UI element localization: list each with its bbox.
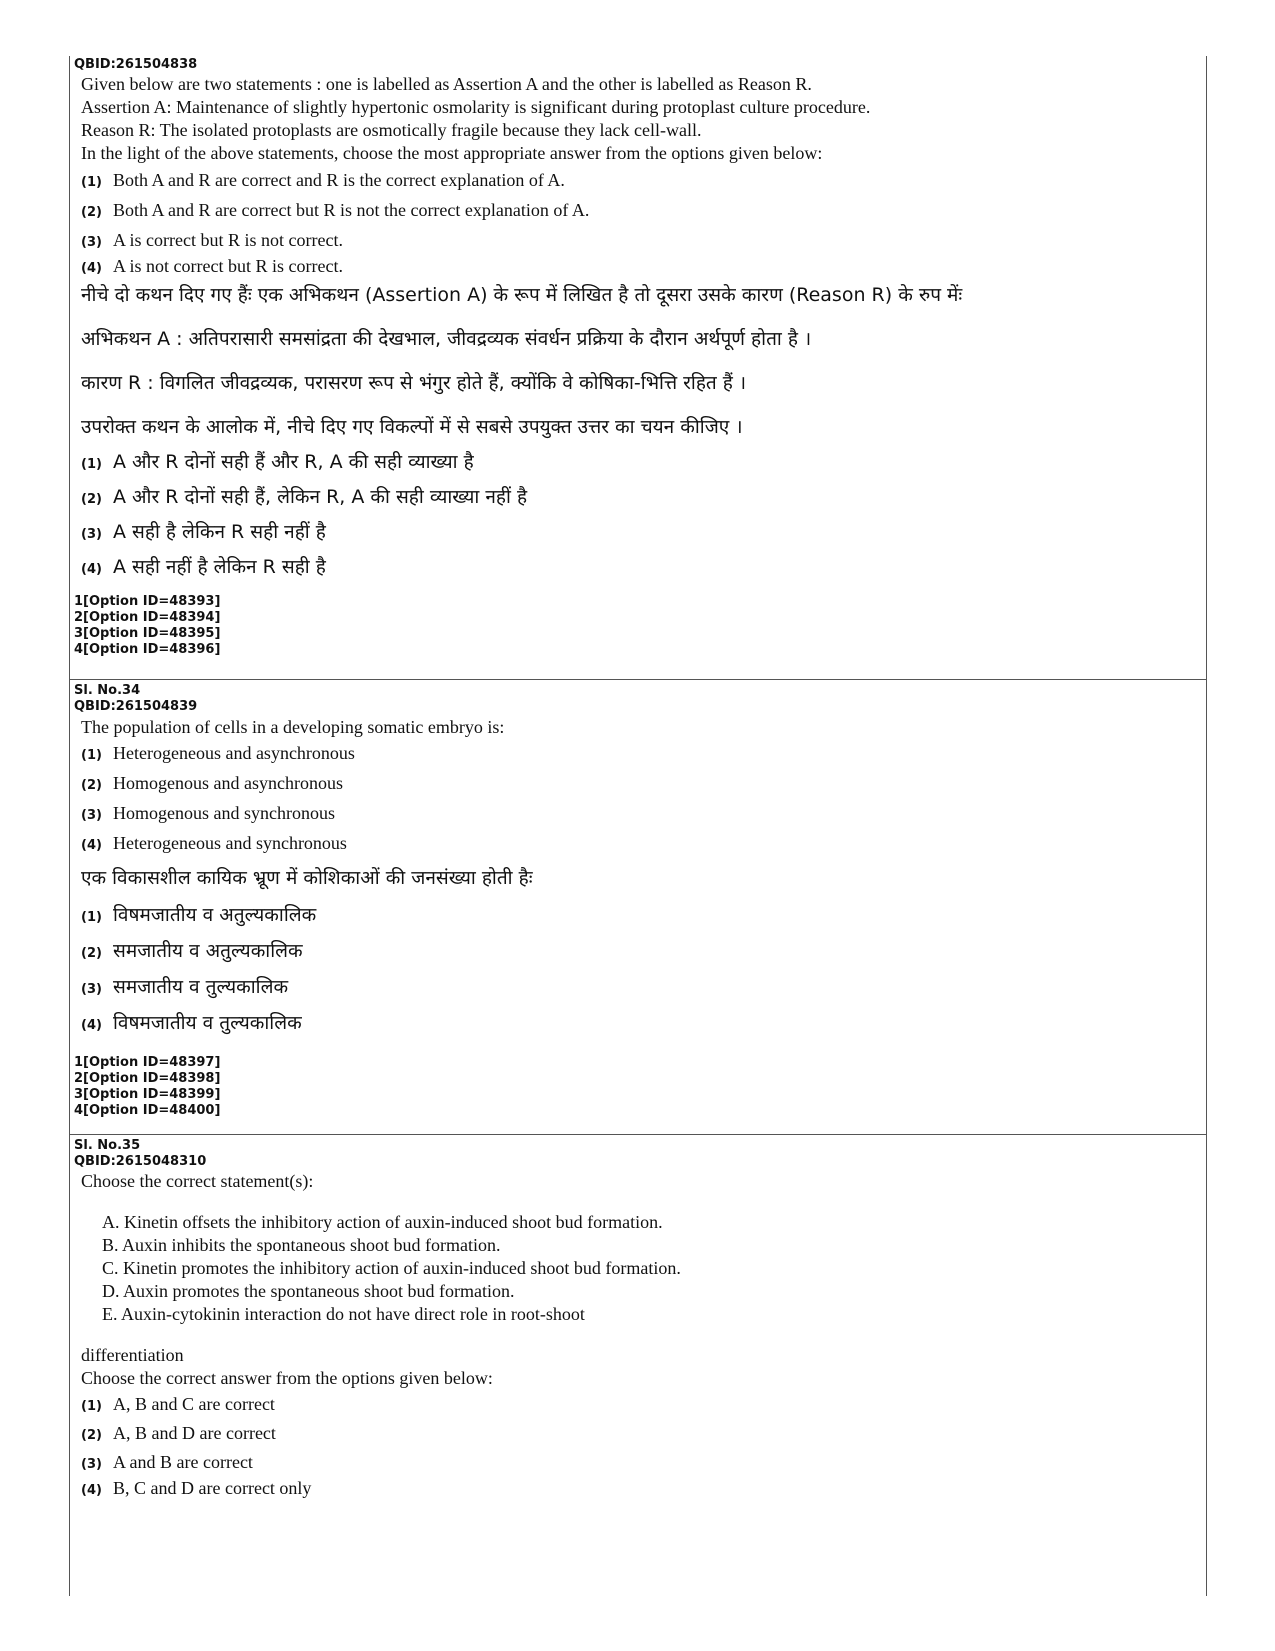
option-id: 2[Option ID=48394]	[74, 610, 221, 625]
hindi-line: अभिकथन A : अतिपरासारी समसांद्रता की देखभाल, जीवद्रव्यक संवर्धन प्रक्रिया के दौरान अर्थपूर्ण होता है ।	[81, 328, 812, 350]
option-number: (3)	[81, 235, 102, 250]
option-number: (2)	[81, 205, 102, 220]
english-options	[74, 170, 1200, 280]
option-2	[74, 483, 1200, 518]
option-number: (2)	[81, 778, 102, 793]
option-number: (4)	[81, 562, 102, 577]
option-number: (1)	[81, 175, 102, 190]
option-4	[74, 553, 1200, 588]
question-34	[74, 683, 1200, 1119]
question-separator	[70, 1134, 1206, 1135]
instruction-line: In the light of the above statements, choose the most appropriate answer from the options given below:	[81, 143, 823, 163]
qbid: QBID:2615048310	[74, 1154, 207, 1169]
hindi-question: एक विकासशील कायिक भ्रूण में कोशिकाओं की जनसंख्या होती हैः	[81, 867, 533, 889]
option-text: विषमजातीय व तुल्यकालिक	[113, 1012, 302, 1034]
option-1	[74, 901, 1200, 937]
option-number: (4)	[81, 261, 102, 276]
option-text: A is correct but R is not correct.	[113, 230, 343, 250]
instruction-line: Choose the correct answer from the options given below:	[81, 1368, 493, 1388]
option-text: A is not correct but R is correct.	[113, 256, 343, 276]
option-id: 1[Option ID=48397]	[74, 1055, 221, 1070]
serial-number: Sl. No.35	[74, 1138, 141, 1153]
option-1	[74, 170, 1200, 200]
option-number: (1)	[81, 748, 102, 763]
english-options	[74, 1394, 1200, 1504]
option-3	[74, 230, 1200, 256]
option-1	[74, 1394, 1200, 1423]
option-text: विषमजातीय व अतुल्यकालिक	[113, 904, 317, 926]
hindi-statements	[74, 280, 1200, 448]
qbid: QBID:261504839	[74, 699, 198, 714]
question-paper-frame	[69, 56, 1207, 1596]
option-number: (3)	[81, 982, 102, 997]
hindi-options	[74, 448, 1200, 588]
statement-e: E. Auxin-cytokinin interaction do not have direct role in root-shoot	[102, 1304, 585, 1324]
option-text: A सही है लेकिन R सही नहीं है	[113, 521, 326, 543]
option-id: 3[Option ID=48399]	[74, 1087, 221, 1102]
option-text: A and B are correct	[113, 1452, 253, 1472]
question-33	[74, 57, 1200, 658]
option-id: 4[Option ID=48400]	[74, 1103, 221, 1118]
option-text: Heterogeneous and synchronous	[113, 833, 347, 853]
hindi-line: उपरोक्त कथन के आलोक में, नीचे दिए गए विकल्पों में से सबसे उपयुक्त उत्तर का चयन कीजिए ।	[81, 416, 743, 438]
option-2	[74, 200, 1200, 230]
option-text: Both A and R are correct and R is the correct explanation of A.	[113, 170, 565, 190]
option-text: B, C and D are correct only	[113, 1478, 312, 1498]
question-separator	[70, 679, 1206, 680]
option-4	[74, 256, 1200, 280]
statement-d: D. Auxin promotes the spontaneous shoot bud formation.	[102, 1281, 515, 1301]
option-1	[74, 743, 1200, 773]
option-text: A और R दोनों सही हैं और R, A की सही व्याख्या है	[113, 451, 474, 473]
option-number: (4)	[81, 1483, 102, 1498]
option-2	[74, 1423, 1200, 1452]
option-id: 4[Option ID=48396]	[74, 642, 221, 657]
option-text: समजातीय व तुल्यकालिक	[113, 976, 289, 998]
assertion-line: Assertion A: Maintenance of slightly hypertonic osmolarity is significant during protoplast culture procedure.	[81, 97, 871, 117]
english-options	[74, 743, 1200, 861]
option-3	[74, 803, 1200, 833]
option-text: A, B and D are correct	[113, 1423, 276, 1443]
option-number: (3)	[81, 527, 102, 542]
option-text: समजातीय व अतुल्यकालिक	[113, 940, 303, 962]
statement-c: C. Kinetin promotes the inhibitory action of auxin-induced shoot bud formation.	[102, 1258, 681, 1278]
hindi-options	[74, 901, 1200, 1045]
option-4	[74, 1009, 1200, 1045]
option-number: (2)	[81, 1428, 102, 1443]
option-text: A, B and C are correct	[113, 1394, 275, 1414]
spacer	[74, 1193, 1200, 1211]
option-id: 1[Option ID=48393]	[74, 594, 221, 609]
option-text: A और R दोनों सही हैं, लेकिन R, A की सही व्याख्या नहीं है	[113, 486, 528, 508]
statement-b: B. Auxin inhibits the spontaneous shoot bud formation.	[102, 1235, 501, 1255]
option-number: (4)	[81, 838, 102, 853]
reason-line: Reason R: The isolated protoplasts are osmotically fragile because they lack cell-wall.	[81, 120, 702, 140]
option-id: 3[Option ID=48395]	[74, 626, 221, 641]
qbid: QBID:261504838	[74, 57, 198, 72]
serial-number: Sl. No.34	[74, 683, 141, 698]
option-2	[74, 773, 1200, 803]
option-3	[74, 973, 1200, 1009]
option-number: (1)	[81, 457, 102, 472]
option-number: (2)	[81, 492, 102, 507]
continuation-line: differentiation	[81, 1345, 184, 1365]
hindi-line: कारण R : विगलित जीवद्रव्यक, परासरण रूप से भंगुर होते हैं, क्योंकि वे कोषिका-भित्ति रहित हैं ।	[81, 372, 747, 394]
option-text: Both A and R are correct but R is not the correct explanation of A.	[113, 200, 590, 220]
statement-a: A. Kinetin offsets the inhibitory action of auxin-induced shoot bud formation.	[102, 1212, 663, 1232]
option-number: (3)	[81, 808, 102, 823]
option-ids	[74, 594, 1200, 658]
option-id: 2[Option ID=48398]	[74, 1071, 221, 1086]
option-text: Homogenous and synchronous	[113, 803, 335, 823]
option-4	[74, 1478, 1200, 1504]
option-4	[74, 833, 1200, 861]
question-text: Choose the correct statement(s):	[81, 1171, 314, 1191]
option-number: (3)	[81, 1457, 102, 1472]
option-number: (2)	[81, 946, 102, 961]
option-text: Homogenous and asynchronous	[113, 773, 343, 793]
option-3	[74, 1452, 1200, 1478]
spacer	[74, 1326, 1200, 1344]
option-3	[74, 518, 1200, 553]
hindi-line: नीचे दो कथन दिए गए हैंः एक अभिकथन (Assertion A) के रूप में लिखित है तो दूसरा उसके कारण (Reason R) के रुप मेंः	[81, 284, 963, 306]
question-text: The population of cells in a developing somatic embryo is:	[81, 717, 505, 737]
option-1	[74, 448, 1200, 483]
statement-line: Given below are two statements : one is labelled as Assertion A and the other is labelled as Reason R.	[81, 74, 812, 94]
option-ids	[74, 1055, 1200, 1119]
option-text: A सही नहीं है लेकिन R सही है	[113, 556, 326, 578]
option-number: (4)	[81, 1018, 102, 1033]
option-number: (1)	[81, 910, 102, 925]
option-number: (1)	[81, 1399, 102, 1414]
option-2	[74, 937, 1200, 973]
option-text: Heterogeneous and asynchronous	[113, 743, 355, 763]
question-35	[74, 1138, 1200, 1504]
